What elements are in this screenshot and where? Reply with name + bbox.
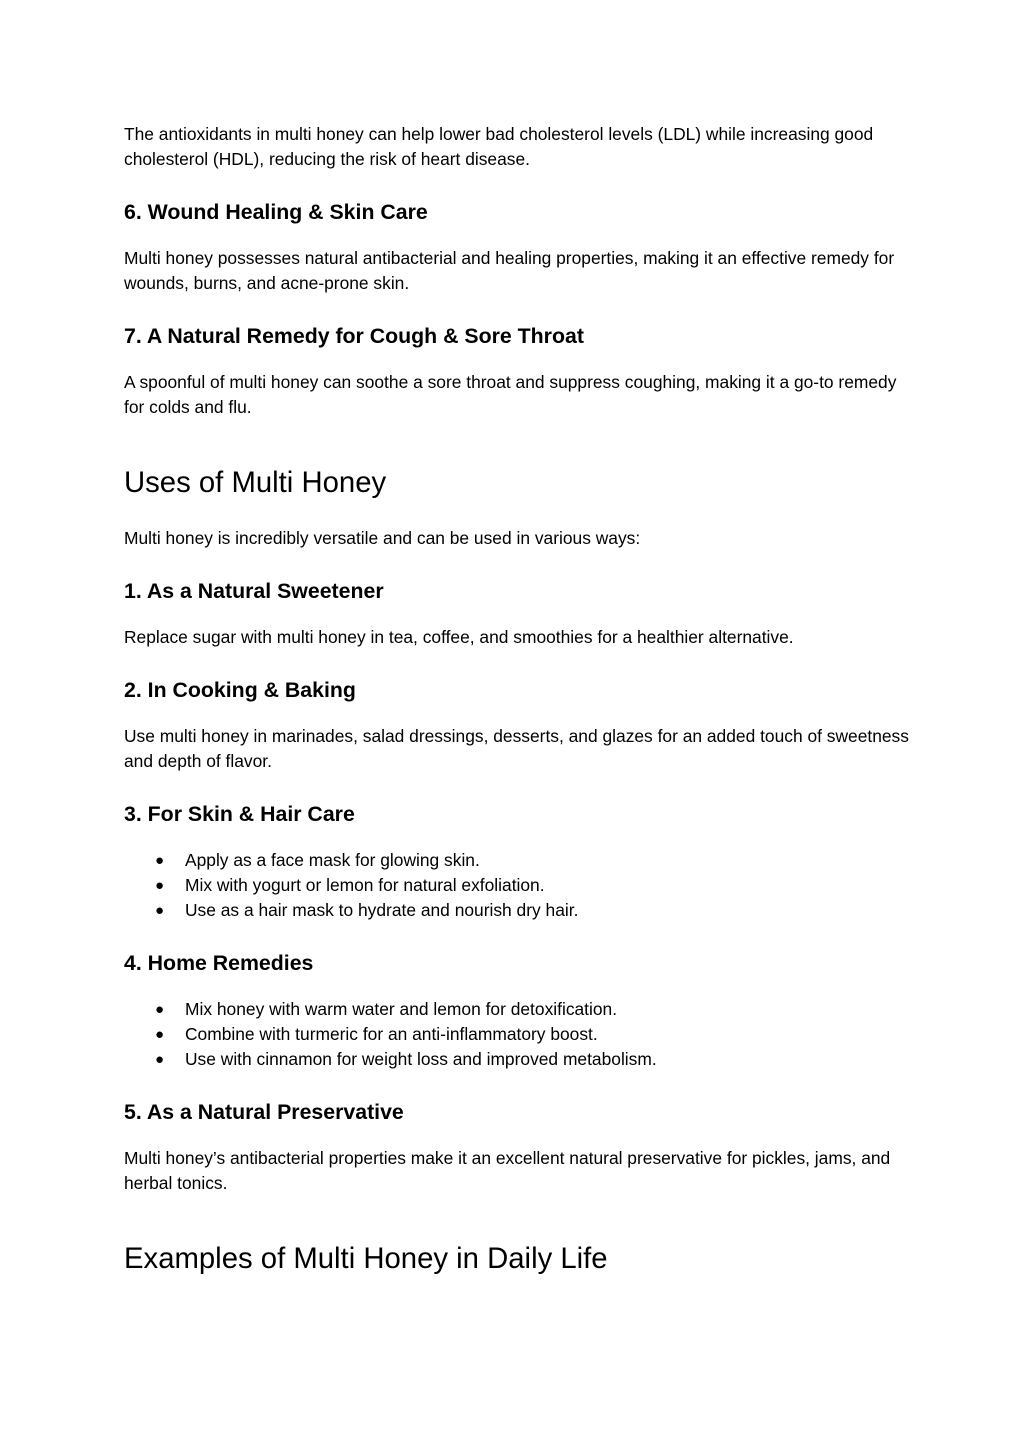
preservative-heading: 5. As a Natural Preservative: [124, 1100, 404, 1124]
wound-healing-heading: 6. Wound Healing & Skin Care: [124, 200, 428, 224]
bullet-icon: ●: [155, 1051, 165, 1068]
sweetener-paragraph: Replace sugar with multi honey in tea, coffee, and smoothies for a healthier alternative.: [124, 627, 794, 647]
skin-hair-heading: 3. For Skin & Hair Care: [124, 802, 355, 826]
cooking-paragraph: Use multi honey in marinades, salad dressings, desserts, and glazes for an added touch of sweetness and depth of flavor.: [124, 726, 909, 771]
uses-section-title: Uses of Multi Honey: [124, 466, 387, 499]
examples-section-title: Examples of Multi Honey in Daily Life: [124, 1242, 608, 1275]
skin-hair-list: [124, 848, 914, 923]
list-item: ● Use with cinnamon for weight loss and improved metabolism.: [124, 1047, 914, 1072]
bullet-icon: ●: [155, 852, 165, 869]
list-item: ● Use as a hair mask to hydrate and nourish dry hair.: [124, 898, 914, 923]
list-item: ● Mix honey with warm water and lemon for detoxification.: [124, 997, 914, 1022]
cooking-heading: 2. In Cooking & Baking: [124, 678, 356, 702]
cough-remedy-paragraph: A spoonful of multi honey can soothe a sore throat and suppress coughing, making it a go-to remedy for colds and flu.: [124, 372, 897, 417]
cough-remedy-heading: 7. A Natural Remedy for Cough & Sore Throat: [124, 324, 584, 348]
sweetener-heading: 1. As a Natural Sweetener: [124, 579, 384, 603]
uses-intro-paragraph: Multi honey is incredibly versatile and can be used in various ways:: [124, 528, 641, 548]
bullet-icon: ●: [155, 1026, 165, 1043]
list-item: ● Combine with turmeric for an anti-inflammatory boost.: [124, 1022, 914, 1047]
home-remedies-heading: 4. Home Remedies: [124, 951, 314, 975]
list-item: ● Apply as a face mask for glowing skin.: [124, 848, 914, 873]
home-remedies-list: [124, 997, 914, 1072]
bullet-icon: ●: [155, 877, 165, 894]
bullet-icon: ●: [155, 1001, 165, 1018]
cholesterol-paragraph: The antioxidants in multi honey can help lower bad cholesterol levels (LDL) while increasing good cholesterol (HDL), reducing the risk of heart disease.: [124, 124, 874, 169]
document-page: [124, 122, 914, 1277]
preservative-paragraph: Multi honey’s antibacterial properties make it an excellent natural preservative for pickles, jams, and herbal tonics.: [124, 1148, 891, 1193]
bullet-icon: ●: [155, 902, 165, 919]
list-item: ● Mix with yogurt or lemon for natural exfoliation.: [124, 873, 914, 898]
wound-healing-paragraph: Multi honey possesses natural antibacterial and healing properties, making it an effective remedy for wounds, burns, and acne-prone skin.: [124, 248, 895, 293]
